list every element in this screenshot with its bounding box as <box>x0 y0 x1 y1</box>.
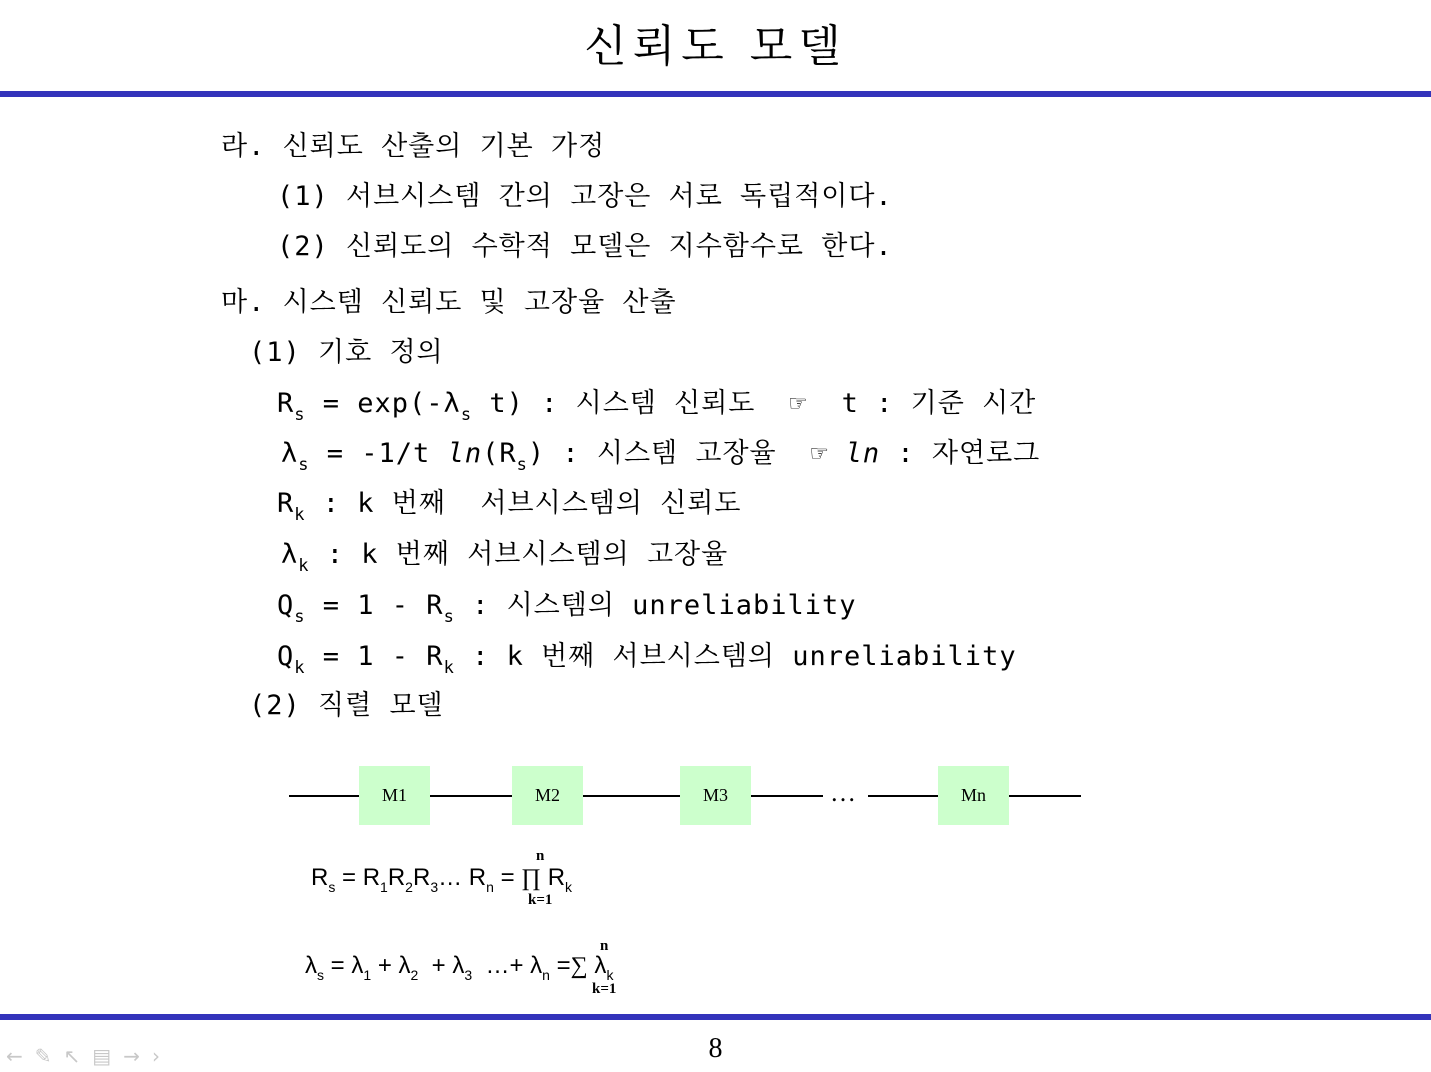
product-upper-limit: n <box>536 848 545 864</box>
sum-upper-limit: n <box>600 938 609 954</box>
slide-nav-toolbar <box>6 1044 172 1068</box>
wire <box>583 795 680 797</box>
block-mn: Mn <box>938 766 1009 825</box>
assumption-1: (1) 서브시스템 간의 고장은 서로 독립적이다. <box>277 181 893 212</box>
ellipsis: … <box>830 778 856 807</box>
reliability-product-formula: $R_s$ = $R_1R_2R_3\dots$ $R_n$ = ∏ $R_k$ <box>311 864 573 895</box>
def-lambda-k: $\lambda_k$ : k 번째 서브시스템의 고장율 <box>281 539 729 576</box>
page-icon[interactable]: ▤ <box>92 1044 112 1068</box>
wire <box>868 795 938 797</box>
block-m1: M1 <box>359 766 430 825</box>
sum-lower-limit: k=1 <box>592 981 617 997</box>
subsection-series-model: (2) 직렬 모델 <box>249 690 444 721</box>
pointer-icon[interactable]: ↖ <box>63 1044 81 1068</box>
top-rule <box>0 91 1431 97</box>
wire <box>1009 795 1081 797</box>
page-title: 신뢰도 모델 <box>584 21 847 72</box>
wire <box>289 795 359 797</box>
arrow-right-icon[interactable]: → <box>123 1044 140 1068</box>
def-lambda-s: $\lambda_s = -1/t$ $\ln(R_s)$ : 시스템 고장율 ☞ ln : 자연로그 <box>281 438 1041 475</box>
block-m2: M2 <box>512 766 583 825</box>
pen-icon[interactable]: ✎ <box>34 1044 52 1068</box>
block-m3: M3 <box>680 766 751 825</box>
assumption-2: (2) 신뢰도의 수학적 모델은 지수함수로 한다. <box>277 231 893 262</box>
def-qk: $Q_k = 1 - R_k$ : k 번째 서브시스템의 unreliability <box>277 641 1017 678</box>
wire <box>751 795 823 797</box>
bottom-rule <box>0 1014 1431 1020</box>
product-lower-limit: k=1 <box>528 892 553 908</box>
subsection-symbols: (1) 기호 정의 <box>249 337 444 368</box>
wire <box>430 795 512 797</box>
page-number: 8 <box>708 1033 723 1064</box>
def-rk: $R_k$ : k 번째 서브시스템의 신뢰도 <box>277 488 742 525</box>
failure-rate-sum-formula: $\lambda_s = \lambda_1 + \lambda_2 + \lambda_3$ …+ $\lambda_n$ =∑ $\lambda_k$ <box>305 952 614 983</box>
arrow-left-icon[interactable]: ← <box>6 1044 23 1068</box>
chevron-right-icon[interactable]: › <box>151 1044 160 1068</box>
section-ra: 라. 신뢰도 산출의 기본 가정 <box>221 131 606 162</box>
section-ma: 마. 시스템 신뢰도 및 고장율 산출 <box>221 287 677 318</box>
def-rs: $R_s = \exp(-\lambda_s$ t) : 시스템 신뢰도 ☞ t : 기준 시간 <box>277 388 1037 425</box>
def-qs: $Q_s = 1 - R_s$ : 시스템의 unreliability <box>277 590 857 627</box>
